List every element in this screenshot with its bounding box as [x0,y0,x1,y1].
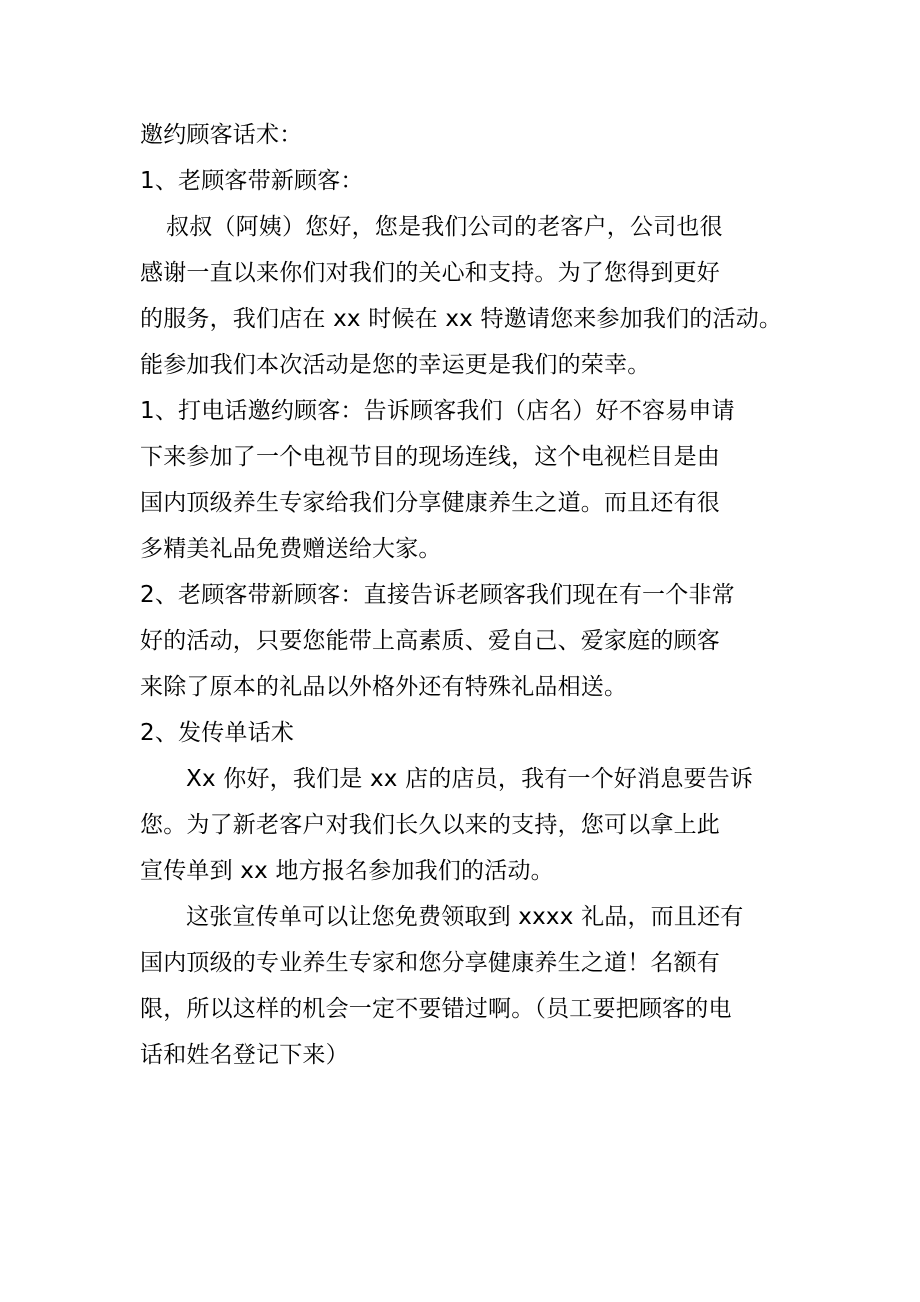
list-item-line: 好的活动，只要您能带上高素质、爱自己、爱家庭的顾客 [140,628,720,654]
list-item-line: 国内顶级养生专家给我们分享健康养生之道。而且还有很 [140,490,720,516]
paragraph-line: Xx 你好，我们是 xx 店的店员，我有一个好消息要告诉 [186,766,754,792]
list-item-line: 1、打电话邀约顾客：告诉顾客我们（店名）好不容易申请 [140,398,735,424]
list-item-line: 下来参加了一个电视节目的现场连线，这个电视栏目是由 [140,444,720,470]
paragraph-line: 您。为了新老客户对我们长久以来的支持，您可以拿上此 [140,812,720,838]
paragraph-line: 能参加我们本次活动是您的幸运更是我们的荣幸。 [140,352,651,378]
paragraph-line: 的服务，我们店在 xx 时候在 xx 特邀请您来参加我们的活动。 [140,306,783,332]
list-item-line: 多精美礼品免费赠送给大家。 [140,536,442,562]
paragraph-line: 限，所以这样的机会一定不要错过啊。（员工要把顾客的电 [140,996,732,1022]
list-item-line: 来除了原本的礼品以外格外还有特殊礼品相送。 [140,674,628,700]
document-body [140,112,800,1078]
section-heading: 2、发传单话术 [140,720,295,746]
paragraph-line: 叔叔（阿姨）您好，您是我们公司的老客户，公司也很 [166,214,723,240]
paragraph-line: 国内顶级的专业养生专家和您分享健康养生之道！名额有 [140,950,720,976]
section-heading: 1、老顾客带新顾客： [140,168,364,194]
list-item-line: 2、老顾客带新顾客：直接告诉老顾客我们现在有一个非常 [140,582,735,608]
doc-title: 邀约顾客话术： [140,122,303,148]
paragraph-line: 宣传单到 xx 地方报名参加我们的活动。 [140,858,554,884]
paragraph-line: 感谢一直以来你们对我们的关心和支持。为了您得到更好 [140,260,720,286]
paragraph-line: 这张宣传单可以让您免费领取到 xxxx 礼品，而且还有 [186,904,744,930]
paragraph-line: 话和姓名登记下来） [140,1042,349,1068]
